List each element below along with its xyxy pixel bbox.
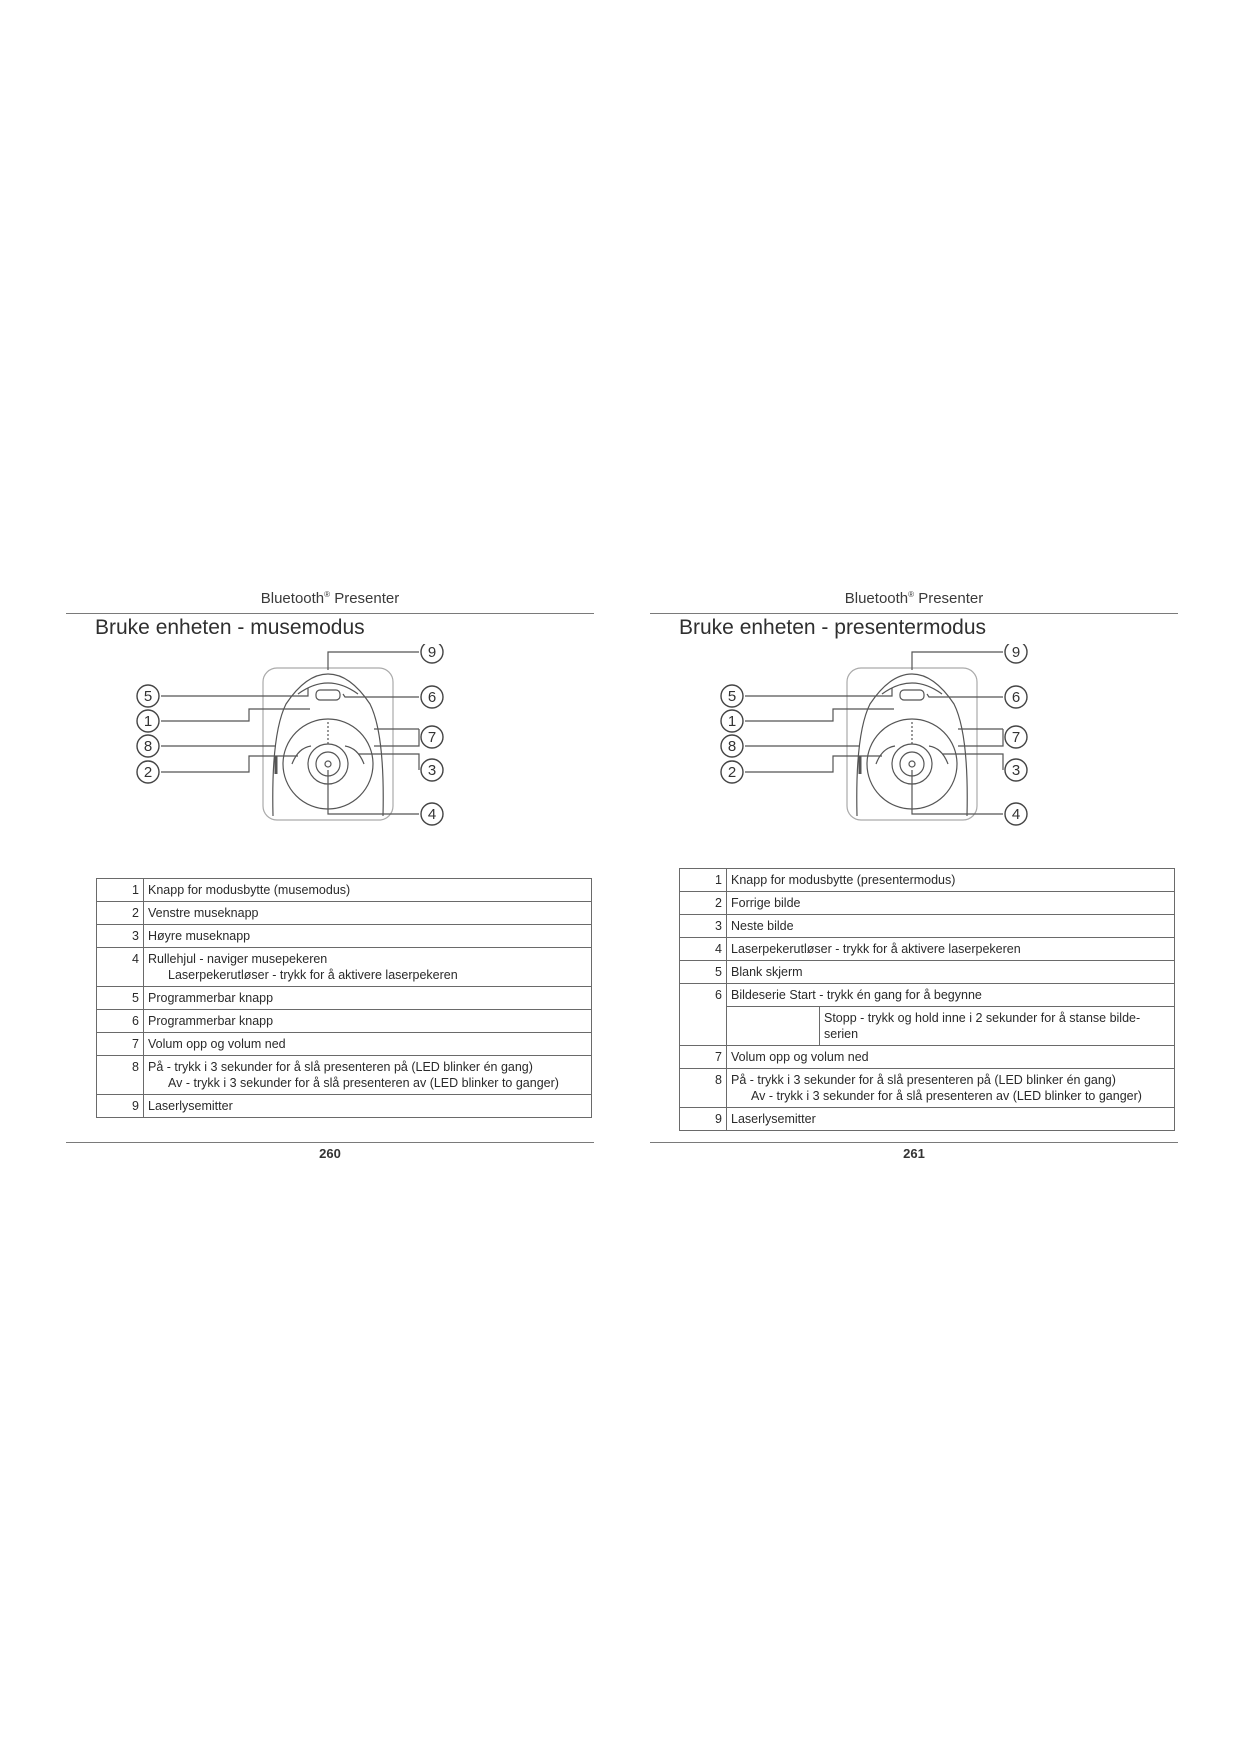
legend-text: Volum opp og volum ned (144, 1033, 592, 1056)
legend-text: Laserlysemitter (727, 1108, 1175, 1131)
table-row (680, 984, 1175, 1007)
legend-num: 9 (97, 1095, 144, 1118)
callout-7: 7 (427, 729, 437, 746)
callout-1: 1 (727, 713, 737, 730)
callout-2: 2 (727, 764, 737, 781)
callout-5: 5 (727, 688, 737, 705)
callout-6: 6 (1011, 689, 1021, 706)
running-head (66, 590, 594, 607)
table-row (680, 915, 1175, 938)
legend-line: Rullehjul - naviger musepekeren (148, 952, 328, 966)
callout-5: 5 (143, 688, 153, 705)
callout-3: 3 (427, 762, 437, 779)
callout-8: 8 (727, 738, 737, 755)
legend-num: 5 (680, 961, 727, 984)
legend-num: 2 (680, 892, 727, 915)
legend-text: Knapp for modusbytte (musemodus) (144, 879, 592, 902)
legend-num: 3 (97, 925, 144, 948)
legend-spacer (727, 1007, 820, 1046)
mode-switch (316, 690, 340, 700)
callout-7: 7 (1011, 729, 1021, 746)
legend-num: 4 (97, 948, 144, 987)
legend-num: 8 (97, 1056, 144, 1095)
registered-mark: ® (324, 590, 331, 599)
callout-9: 9 (427, 644, 437, 661)
top-arc (882, 683, 942, 694)
slideshow-label: Bildeserie Start (731, 988, 816, 1002)
running-head-text: Bluetooth (260, 590, 325, 607)
table-row (97, 879, 592, 902)
slideshow-start-text: - trykk én gang for å begynne (819, 988, 982, 1002)
table-row (680, 961, 1175, 984)
legend-text: Knapp for modusbytte (presentermodus) (727, 869, 1175, 892)
legend-text: Programmerbar knapp (144, 1010, 592, 1033)
legend-num: 3 (680, 915, 727, 938)
callout-markers (721, 644, 1027, 825)
legend-text: Neste bilde (727, 915, 1175, 938)
callout-2: 2 (143, 764, 153, 781)
legend-text: Venstre museknapp (144, 902, 592, 925)
legend-text (727, 1069, 1175, 1108)
legend-text: Laserpekerutløser - trykk for å aktivere laserpekeren (727, 938, 1175, 961)
page-number: 261 (903, 1146, 925, 1161)
table-row (680, 938, 1175, 961)
registered-mark: ® (908, 590, 915, 599)
presenter-illustration (66, 644, 594, 854)
legend-text (144, 948, 592, 987)
header-rule (650, 613, 1178, 614)
legend-line: Av - trykk i 3 sekunder for å slå presenteren av (LED blinker to ganger) (168, 1076, 559, 1090)
table-row (97, 948, 592, 987)
legend-num: 7 (97, 1033, 144, 1056)
footer-rule (66, 1142, 594, 1143)
table-row (680, 1007, 1175, 1046)
table-row (97, 1010, 592, 1033)
callout-6: 6 (427, 689, 437, 706)
device-diagram (650, 644, 1178, 854)
table-row (97, 1033, 592, 1056)
legend-table (96, 878, 592, 1118)
legend-line: Av - trykk i 3 sekunder for å slå presenteren av (LED blinker to ganger) (751, 1089, 1142, 1103)
page-title: Bruke enheten - musemodus (95, 616, 365, 639)
legend-num: 6 (680, 984, 727, 1046)
legend-line: Laserpekerutløser - trykk for å aktivere laserpekeren (168, 968, 458, 982)
page-number: 260 (319, 1146, 341, 1161)
running-head-suffix: Presenter (330, 590, 400, 607)
legend-num: 9 (680, 1108, 727, 1131)
page-260 (66, 590, 594, 1170)
legend-num: 1 (680, 869, 727, 892)
legend-text (144, 1056, 592, 1095)
table-row (97, 902, 592, 925)
legend-num: 6 (97, 1010, 144, 1033)
table-row (97, 987, 592, 1010)
legend-text: Programmerbar knapp (144, 987, 592, 1010)
legend-num: 1 (97, 879, 144, 902)
legend-num: 5 (97, 987, 144, 1010)
legend-text: Volum opp og volum ned (727, 1046, 1175, 1069)
table-row (680, 1046, 1175, 1069)
mode-switch (900, 690, 924, 700)
table-row (680, 869, 1175, 892)
callout-9: 9 (1011, 644, 1021, 661)
legend-num: 2 (97, 902, 144, 925)
running-head-text: Bluetooth (844, 590, 909, 607)
callout-1: 1 (143, 713, 153, 730)
legend-text: Laserlysemitter (144, 1095, 592, 1118)
callout-4: 4 (1011, 806, 1021, 823)
callout-markers (137, 644, 443, 825)
header-rule (66, 613, 594, 614)
table-row (97, 1056, 592, 1095)
legend-num: 4 (680, 938, 727, 961)
device-diagram (66, 644, 594, 854)
page-title: Bruke enheten - presentermodus (679, 616, 987, 639)
page-261 (650, 590, 1178, 1170)
legend-text: Høyre museknapp (144, 925, 592, 948)
legend-line: På - trykk i 3 sekunder for å slå presenteren på (LED blinker én gang) (148, 1060, 533, 1074)
table-row (97, 1095, 592, 1118)
table-row (680, 1069, 1175, 1108)
legend-line: På - trykk i 3 sekunder for å slå presenteren på (LED blinker én gang) (731, 1073, 1116, 1087)
legend-num: 8 (680, 1069, 727, 1108)
legend-table (679, 868, 1175, 1131)
legend-text: Blank skjerm (727, 961, 1175, 984)
callout-3: 3 (1011, 762, 1021, 779)
running-head-suffix: Presenter (914, 590, 984, 607)
presenter-illustration (650, 644, 1178, 854)
legend-text (727, 984, 1175, 1007)
slideshow-stop-text: Stopp - trykk og hold inne i 2 sekunder for å stanse bilde-serien (820, 1007, 1175, 1046)
legend-num: 7 (680, 1046, 727, 1069)
footer-rule (650, 1142, 1178, 1143)
callout-4: 4 (427, 806, 437, 823)
table-row (680, 892, 1175, 915)
legend-text: Forrige bilde (727, 892, 1175, 915)
table-row (97, 925, 592, 948)
table-row (680, 1108, 1175, 1131)
top-arc (298, 683, 358, 694)
callout-8: 8 (143, 738, 153, 755)
running-head (650, 590, 1178, 607)
